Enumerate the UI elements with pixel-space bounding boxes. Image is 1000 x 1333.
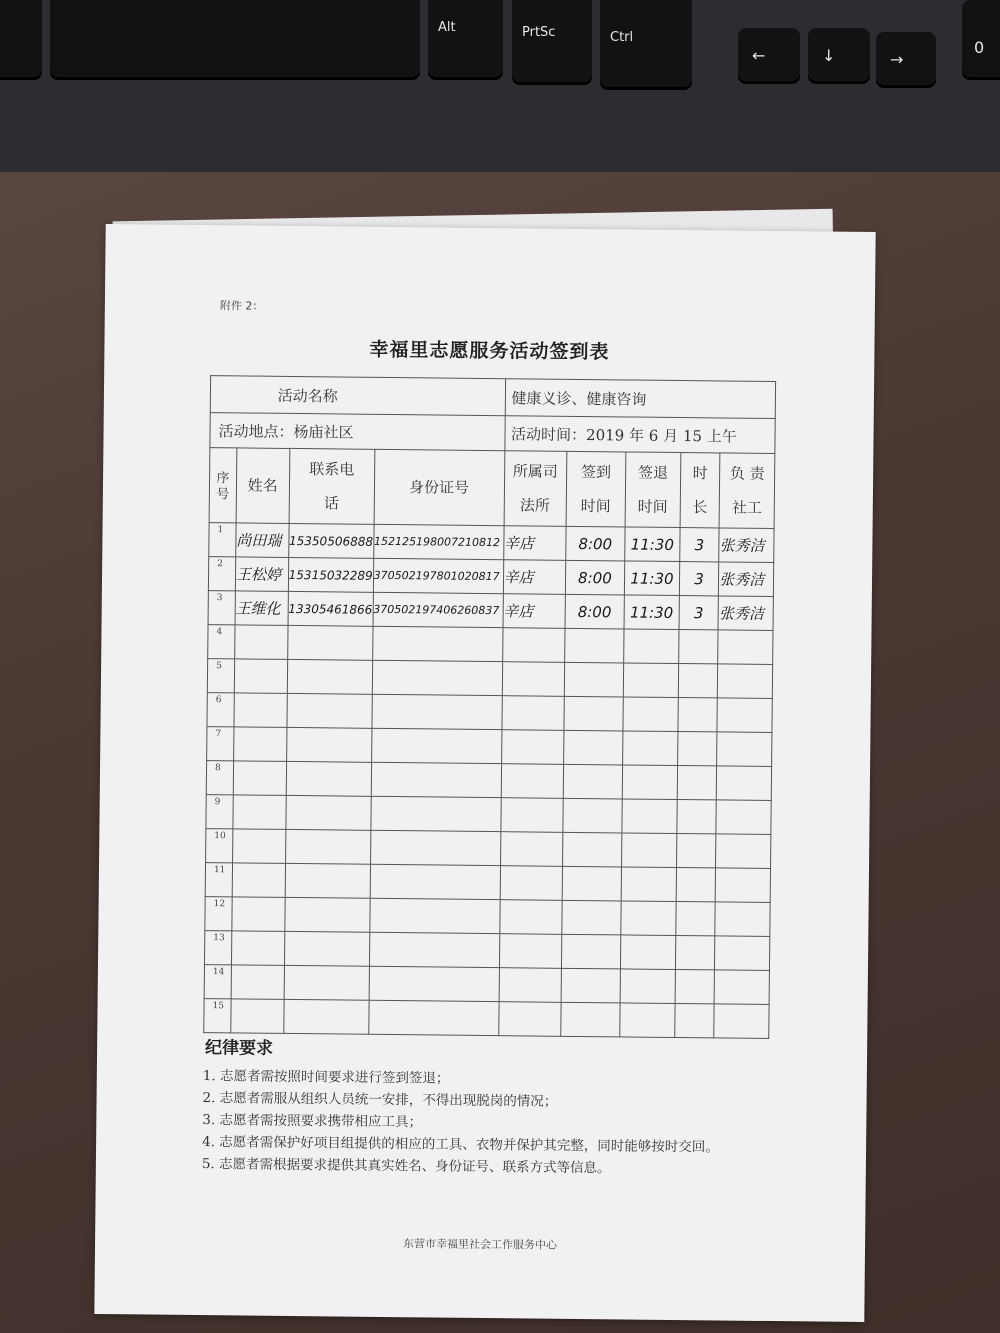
handwritten-dur: 3 — [693, 603, 704, 622]
time-cell: 活动时间：2019 年 6 月 15 上午 — [504, 416, 775, 454]
rule-item: 1. 志愿者需按照时间要求进行签到签退； — [202, 1068, 450, 1087]
cell-court — [501, 764, 564, 799]
handwritten-phone: 15315032289 — [288, 567, 373, 583]
cell-court — [498, 1002, 561, 1037]
cell-dur — [680, 528, 720, 562]
handwritten-social: 张秀洁 — [719, 536, 765, 555]
row-number: 9 — [206, 795, 233, 829]
activity-name-row — [210, 376, 775, 419]
key-partial[interactable] — [0, 0, 42, 80]
cell-in — [563, 764, 623, 799]
cell-in — [561, 934, 621, 969]
cell-dur — [678, 664, 718, 698]
cell-court — [500, 866, 563, 901]
cell-social — [716, 766, 771, 801]
cell-out — [623, 663, 678, 698]
cell-dur — [676, 902, 716, 936]
spacebar-key[interactable] — [50, 0, 420, 80]
cell-court — [503, 560, 566, 595]
handwritten-out: 11:30 — [630, 569, 674, 588]
cell-out — [621, 901, 676, 936]
row-number: 10 — [206, 829, 233, 863]
cell-court — [501, 730, 564, 765]
handwritten-dur: 3 — [694, 535, 705, 554]
cell-social — [715, 868, 770, 903]
sign-in-table — [203, 375, 776, 1039]
cell-out — [624, 595, 679, 630]
cell-name — [233, 727, 286, 762]
cell-phone — [284, 965, 369, 1000]
handwritten-social: 张秀洁 — [718, 604, 764, 623]
cell-out — [623, 697, 678, 732]
cell-court — [503, 526, 566, 561]
cell-in — [561, 968, 621, 1003]
cell-name — [235, 557, 288, 592]
cell-name — [232, 863, 285, 898]
handwritten-court: 辛店 — [503, 534, 535, 553]
cell-dur — [677, 766, 717, 800]
cell-id — [369, 966, 499, 1001]
handwritten-in: 8:00 — [578, 568, 612, 587]
cell-phone — [288, 523, 373, 558]
cell-in — [564, 662, 624, 697]
cell-phone — [286, 795, 371, 830]
cell-name — [235, 591, 288, 626]
cell-in — [562, 866, 622, 901]
cell-name — [232, 897, 285, 932]
row-number: 11 — [205, 863, 232, 897]
rules-title: 纪律要求 — [204, 1038, 274, 1059]
cell-social — [719, 562, 774, 597]
cell-phone — [284, 931, 369, 966]
cell-phone — [287, 659, 372, 694]
cell-in — [564, 628, 624, 663]
attachment-label: 附件 2： — [219, 299, 264, 313]
cell-name — [231, 999, 284, 1034]
cell-in — [562, 832, 622, 867]
cell-dur — [678, 630, 718, 664]
cell-social — [719, 528, 774, 563]
cell-id — [371, 796, 501, 831]
handwritten-name: 尚田瑞 — [236, 531, 282, 550]
down-arrow-key[interactable]: ↓ — [808, 28, 870, 84]
col-name: 姓名 — [236, 448, 290, 524]
cell-phone — [288, 557, 373, 592]
row-number: 5 — [207, 659, 234, 693]
handwritten-phone: 15350506888 — [288, 533, 374, 549]
cell-id — [368, 1000, 498, 1035]
col-duration: 时 长 — [680, 453, 720, 528]
organization-footer: 东营市幸福里社会工作服务中心 — [402, 1237, 558, 1252]
handwritten-out: 11:30 — [630, 535, 675, 554]
cell-phone — [284, 897, 369, 932]
cell-phone — [286, 727, 371, 762]
handwritten-id: 370502197801020817 — [373, 568, 500, 584]
handwritten-social: 张秀洁 — [719, 570, 765, 589]
ctrl-key[interactable]: Ctrl — [600, 0, 692, 90]
cell-name — [233, 761, 286, 796]
handwritten-dur: 3 — [694, 569, 704, 588]
cell-dur — [679, 596, 719, 630]
cell-court — [503, 594, 566, 629]
rule-item: 3. 志愿者需按照要求携带相应工具； — [202, 1112, 423, 1131]
activity-name-label: 活动名称 — [210, 376, 505, 416]
cell-dur — [677, 800, 717, 834]
cell-out — [622, 765, 677, 800]
table-body — [204, 523, 774, 1039]
cell-id — [372, 660, 502, 695]
cell-dur — [675, 936, 715, 970]
cell-out — [621, 867, 676, 902]
cell-name — [235, 625, 288, 660]
cell-social — [716, 800, 771, 835]
cell-in — [565, 594, 625, 629]
cell-court — [502, 696, 565, 731]
cell-id — [373, 524, 503, 559]
cell-phone — [287, 625, 372, 660]
row-number: 13 — [204, 931, 231, 965]
cell-in — [565, 526, 625, 561]
row-number: 15 — [204, 999, 231, 1033]
cell-name — [231, 965, 284, 1000]
cell-phone — [286, 761, 371, 796]
row-number: 1 — [209, 523, 236, 557]
col-seq: 序 号 — [209, 448, 237, 523]
cell-id — [373, 592, 503, 627]
cell-out — [624, 561, 679, 596]
cell-social — [714, 970, 769, 1005]
row-number: 6 — [207, 693, 234, 727]
cell-dur — [675, 970, 715, 1004]
location-cell: 活动地点：杨庙社区 — [210, 413, 505, 451]
cell-social — [715, 902, 770, 937]
cell-id — [369, 898, 499, 933]
cell-out — [620, 969, 675, 1004]
cell-in — [564, 696, 624, 731]
cell-in — [563, 798, 623, 833]
cell-court — [499, 968, 562, 1003]
row-number: 8 — [206, 761, 233, 795]
cell-id — [372, 694, 502, 729]
handwritten-id: 370502197406260837 — [373, 602, 500, 618]
cell-phone — [285, 829, 370, 864]
row-number: 12 — [205, 897, 232, 931]
cell-social — [714, 1004, 769, 1039]
handwritten-court: 辛店 — [503, 602, 534, 621]
handwritten-in: 8:00 — [578, 534, 613, 553]
prtsc-key[interactable]: PrtSc — [512, 0, 592, 85]
cell-dur — [678, 698, 718, 732]
cell-out — [625, 527, 680, 562]
cell-dur — [679, 562, 719, 596]
handwritten-in: 8:00 — [577, 602, 612, 621]
cell-in — [563, 730, 623, 765]
cell-social — [717, 698, 772, 733]
rule-item: 5. 志愿者需根据要求提供其真实姓名、身份证号、联系方式等信息。 — [201, 1156, 611, 1177]
cell-out — [622, 833, 677, 868]
col-checkin: 签到 时间 — [566, 451, 626, 527]
cell-dur — [676, 834, 716, 868]
cell-out — [620, 1003, 675, 1038]
cell-id — [370, 830, 500, 865]
cell-social — [717, 732, 772, 767]
left-arrow-key[interactable]: ← — [738, 28, 800, 84]
right-arrow-key[interactable]: → — [876, 32, 936, 88]
location-time-row — [210, 413, 775, 454]
row-number: 4 — [208, 625, 235, 659]
key-row — [0, 0, 1000, 85]
cell-id — [371, 762, 501, 797]
cell-id — [371, 728, 501, 763]
cell-phone — [287, 693, 372, 728]
cell-social — [716, 834, 771, 869]
handwritten-court: 辛店 — [503, 568, 534, 587]
cell-dur — [675, 1004, 715, 1038]
cell-out — [624, 629, 679, 664]
cell-id — [373, 558, 503, 593]
cell-social — [718, 630, 773, 665]
page-title: 幸福里志愿服务活动签到表 — [369, 338, 610, 364]
cell-id — [372, 626, 502, 661]
keyboard — [0, 0, 1000, 172]
cell-out — [621, 935, 676, 970]
cell-social — [717, 664, 772, 699]
cell-phone — [283, 999, 368, 1034]
alt-key[interactable]: Alt — [428, 0, 503, 80]
row-number: 3 — [208, 591, 235, 625]
sign-in-sheet — [94, 224, 875, 1322]
cell-phone — [288, 591, 373, 626]
rule-item: 4. 志愿者需保护好项目组提供的相应的工具、衣物并保护其完整，同时能够按时交回。 — [202, 1134, 719, 1156]
cell-dur — [676, 868, 716, 902]
cell-social — [715, 936, 770, 971]
zero-key[interactable]: 0 — [962, 0, 1000, 80]
handwritten-phone: 13305461866 — [288, 601, 373, 617]
cell-id — [369, 932, 499, 967]
cell-name — [233, 795, 286, 830]
rules-list — [202, 1065, 763, 1181]
row-number: 7 — [207, 727, 234, 761]
cell-name — [236, 523, 289, 558]
cell-in — [565, 560, 625, 595]
cell-in — [562, 900, 622, 935]
activity-name-value: 健康义诊、健康咨询 — [505, 379, 776, 419]
cell-court — [499, 934, 562, 969]
cell-dur — [677, 732, 717, 766]
cell-out — [623, 731, 678, 766]
cell-in — [560, 1002, 620, 1037]
col-phone: 联系电 话 — [289, 448, 375, 524]
cell-id — [370, 864, 500, 899]
cell-name — [234, 659, 287, 694]
col-social-worker: 负 责 社工 — [719, 453, 775, 529]
cell-name — [234, 693, 287, 728]
cell-court — [499, 900, 562, 935]
row-number: 14 — [204, 965, 231, 999]
cell-name — [231, 931, 284, 966]
cell-court — [500, 832, 563, 867]
cell-social — [718, 596, 773, 631]
rule-item: 2. 志愿者需服从组织人员统一安排，不得出现脱岗的情况； — [202, 1090, 558, 1110]
cell-court — [502, 662, 565, 697]
table-header-row — [209, 448, 775, 529]
row-number: 2 — [208, 557, 235, 591]
col-id: 身份证号 — [374, 449, 505, 525]
cell-court — [502, 628, 565, 663]
handwritten-name: 王松婷 — [235, 565, 282, 584]
cell-out — [622, 799, 677, 834]
handwritten-id: 152125198007210812 — [373, 534, 501, 550]
handwritten-out: 11:30 — [629, 603, 674, 622]
cell-name — [232, 829, 285, 864]
col-checkout: 签退 时间 — [625, 452, 681, 528]
handwritten-name: 王维化 — [235, 599, 281, 618]
table-row — [204, 999, 769, 1039]
col-court: 所属司 法所 — [504, 451, 567, 527]
cell-court — [500, 798, 563, 833]
cell-phone — [285, 863, 370, 898]
